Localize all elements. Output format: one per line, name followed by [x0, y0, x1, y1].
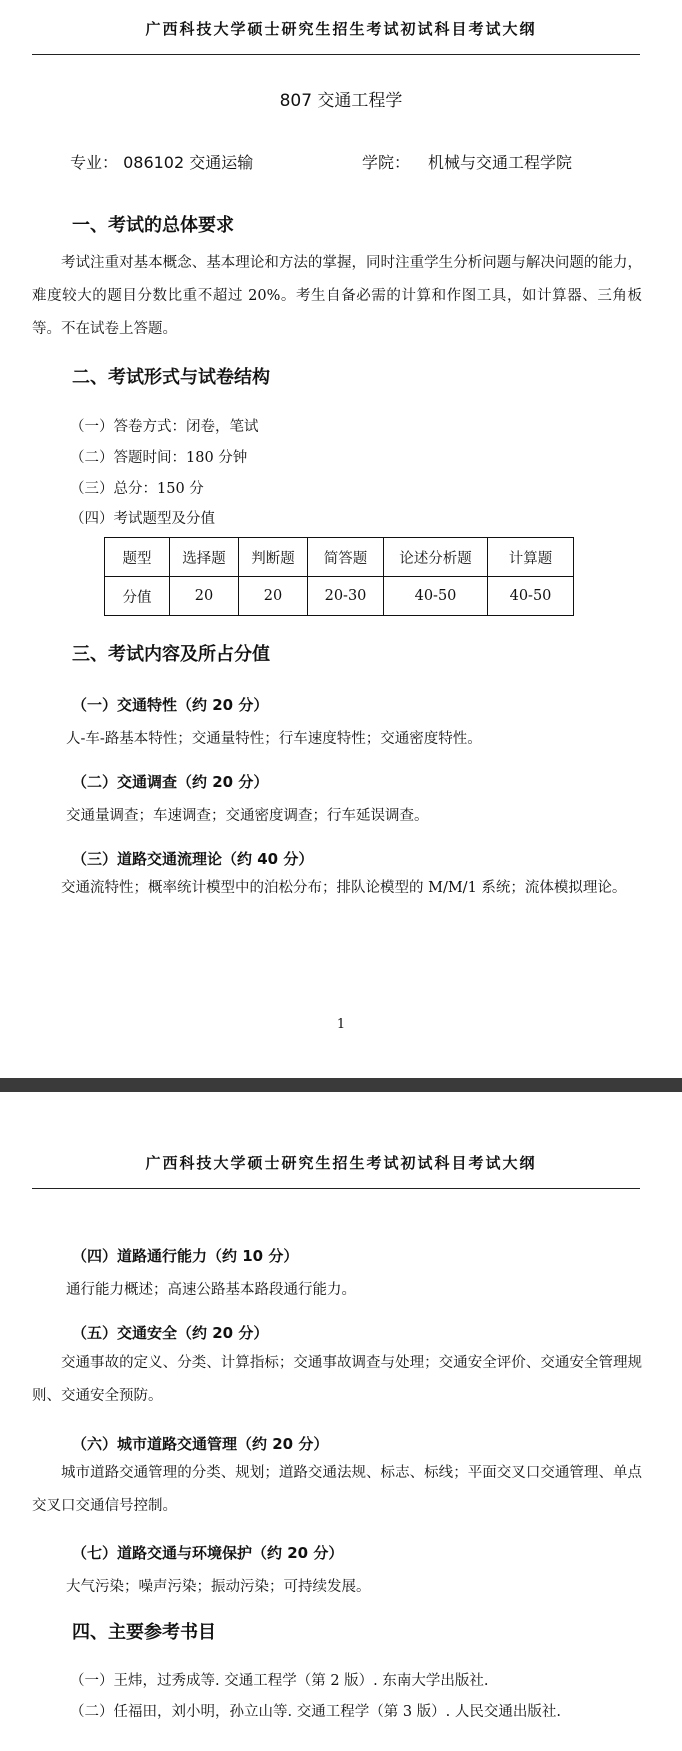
content-part-title: （六）城市道路交通管理（约 20 分） — [72, 1435, 329, 1453]
content-part-title: （一）交通特性（约 20 分） — [72, 696, 269, 714]
table-header-cell: 计算题 — [488, 538, 574, 577]
reference-item: （二）任福田，刘小明，孙立山等. 交通工程学（第 3 版）. 人民交通出版社. — [70, 1704, 561, 1720]
table-cell: 20 — [239, 577, 308, 616]
score-table — [104, 537, 574, 616]
table-header-cell: 判断题 — [239, 538, 308, 577]
content-part-title: （七）道路交通与环境保护（约 20 分） — [72, 1544, 344, 1562]
section-heading-exam-content: 三、考试内容及所占分值 — [72, 644, 270, 665]
page-separator — [0, 1078, 682, 1092]
course-title: 807 交通工程学 — [279, 91, 403, 111]
table-header-cell: 题型 — [105, 538, 170, 577]
header-divider — [32, 54, 640, 55]
content-part-text: 通行能力概述；高速公路基本路段通行能力。 — [66, 1282, 356, 1298]
content-part-text: 交通流特性；概率统计模型中的泊松分布；排队论模型的 M/M/1 系统；流体模拟理论。 — [61, 880, 627, 896]
content-part-title: （五）交通安全（约 20 分） — [72, 1324, 269, 1342]
document-page-2 — [0, 1092, 682, 1751]
exam-format-item: （三）总分：150 分 — [70, 481, 204, 497]
section-heading-general-requirements: 一、考试的总体要求 — [72, 215, 234, 236]
content-part-text: 交通量调查；车速调查；交通密度调查；行车延误调查。 — [66, 808, 429, 824]
reference-item: （一）王炜，过秀成等. 交通工程学（第 2 版）. 东南大学出版社. — [70, 1673, 489, 1689]
section-heading-references: 四、主要参考书目 — [72, 1622, 216, 1643]
document-header-title: 广西科技大学硕士研究生招生考试初试科目考试大纲 — [145, 1154, 537, 1172]
table-cell: 40-50 — [384, 577, 488, 616]
major-info: 专业： 086102 交通运输 — [70, 153, 254, 172]
page-number: 1 — [336, 1017, 346, 1032]
header-divider — [32, 1188, 640, 1189]
content-part-title: （四）道路通行能力（约 10 分） — [72, 1247, 299, 1265]
table-cell: 20-30 — [308, 577, 384, 616]
content-part-title: （二）交通调查（约 20 分） — [72, 773, 269, 791]
content-part-text: 大气污染；噪声污染；振动污染；可持续发展。 — [66, 1579, 371, 1595]
table-cell: 20 — [170, 577, 239, 616]
college-name: 机械与交通工程学院 — [428, 153, 573, 172]
document-header-title: 广西科技大学硕士研究生招生考试初试科目考试大纲 — [145, 20, 537, 38]
exam-format-item: （一）答卷方式：闭卷，笔试 — [70, 419, 259, 435]
college-label: 学院： — [362, 153, 411, 172]
table-cell: 40-50 — [488, 577, 574, 616]
section-heading-exam-format: 二、考试形式与试卷结构 — [72, 367, 270, 388]
table-row — [105, 538, 574, 577]
table-header-cell: 论述分析题 — [384, 538, 488, 577]
table-cell: 分值 — [105, 577, 170, 616]
content-part-title: （三）道路交通流理论（约 40 分） — [72, 850, 314, 868]
content-part-text: 交通事故的定义、分类、计算指标；交通事故调查与处理；交通安全评价、交通安全管理规则、交通安全预防。 — [32, 1355, 642, 1404]
table-header-cell: 选择题 — [170, 538, 239, 577]
content-part-text: 人-车-路基本特性；交通量特性；行车速度特性；交通密度特性。 — [66, 731, 482, 747]
exam-format-item: （二）答题时间：180 分钟 — [70, 450, 248, 466]
table-header-cell: 简答题 — [308, 538, 384, 577]
exam-format-item: （四）考试题型及分值 — [70, 511, 215, 527]
content-part-text: 城市道路交通管理的分类、规划；道路交通法规、标志、标线；平面交叉口交通管理、单点交叉口交通信号控制。 — [32, 1465, 642, 1514]
general-requirements-paragraph: 考试注重对基本概念、基本理论和方法的掌握，同时注重学生分析问题与解决问题的能力，难度较大的题目分数比重不超过 20%。考生自备必需的计算和作图工具，如计算器、三角板等。不在试卷上答题。 — [32, 255, 642, 337]
table-row — [105, 577, 574, 616]
